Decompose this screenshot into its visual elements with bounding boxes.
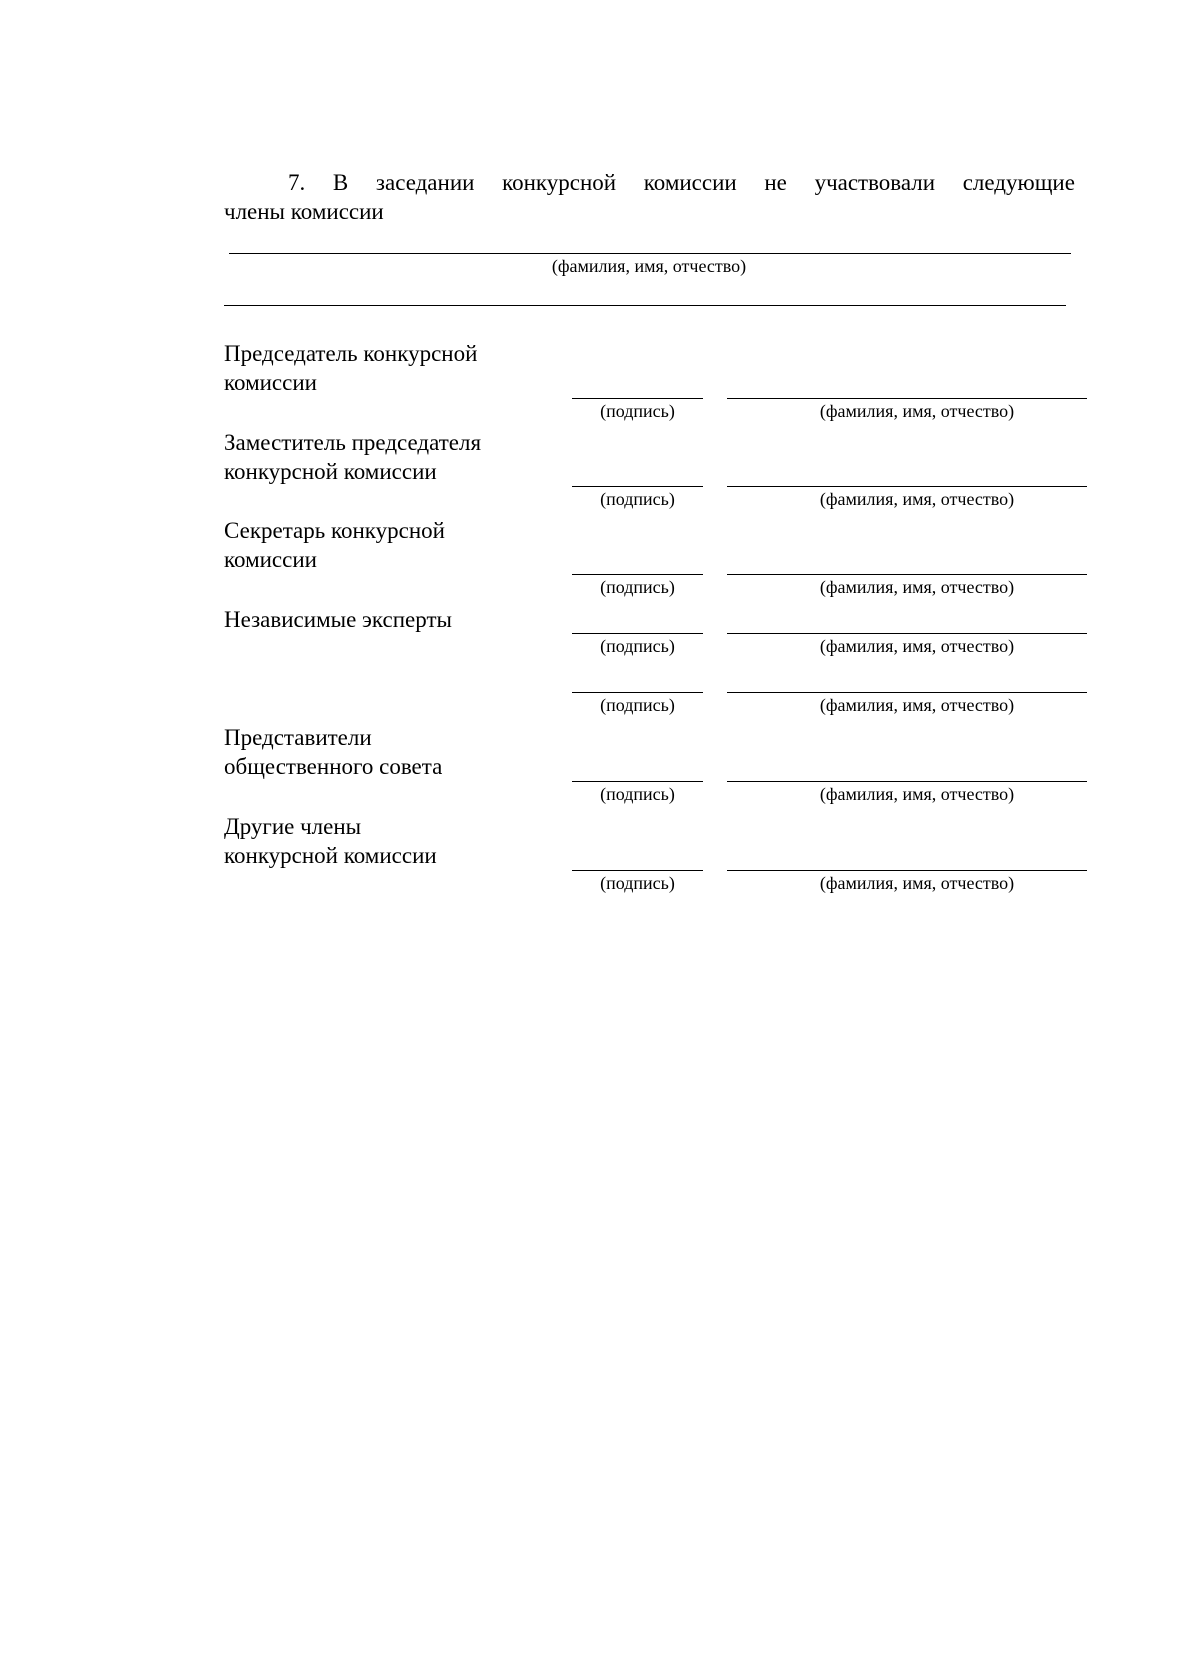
name-line xyxy=(727,398,1087,399)
signature-caption: (подпись) xyxy=(600,401,675,421)
name-line xyxy=(727,574,1087,575)
name-line xyxy=(727,870,1087,871)
role-label-line: Независимые эксперты xyxy=(224,607,452,632)
role-label xyxy=(224,428,481,486)
signature-line xyxy=(572,486,703,487)
role-label-line: комиссии xyxy=(224,547,317,572)
name-line xyxy=(727,486,1087,487)
word: 7. xyxy=(288,170,306,195)
word: В xyxy=(332,170,349,195)
role-label-line: Представители xyxy=(224,725,372,750)
name-caption: (фамилия, имя, отчество) xyxy=(819,577,1015,597)
name-caption: (фамилия, имя, отчество) xyxy=(819,873,1015,893)
role-label-line: Секретарь конкурсной xyxy=(224,518,445,543)
name-caption: (фамилия, имя, отчество) xyxy=(819,784,1015,804)
name-caption: (фамилия, имя, отчество) xyxy=(819,695,1015,715)
signature-caption: (подпись) xyxy=(600,784,675,804)
word: заседании xyxy=(375,170,475,195)
role-label-line: конкурсной комиссии xyxy=(224,843,437,868)
role-label xyxy=(224,605,452,634)
role-label-line: Другие члены xyxy=(224,814,362,839)
signature-caption: (подпись) xyxy=(600,873,675,893)
signature-line xyxy=(572,692,703,693)
name-caption: (фамилия, имя, отчество) xyxy=(819,489,1015,509)
role-label xyxy=(224,812,437,870)
signature-caption: (подпись) xyxy=(600,577,675,597)
role-label-line: Заместитель председателя xyxy=(224,430,482,455)
signature-line xyxy=(572,781,703,782)
role-label-line: комиссии xyxy=(224,370,317,395)
paragraph-line-1 xyxy=(288,168,1075,197)
name-line xyxy=(727,781,1087,782)
word: не xyxy=(764,170,787,195)
signature-line xyxy=(572,574,703,575)
name-caption: (фамилия, имя, отчество) xyxy=(819,401,1015,421)
role-label-line: конкурсной комиссии xyxy=(224,459,437,484)
role-label-line: Председатель конкурсной xyxy=(224,341,478,366)
role-label xyxy=(224,516,445,574)
role-label xyxy=(224,339,477,397)
role-label-line: общественного совета xyxy=(224,754,443,779)
signature-line xyxy=(572,870,703,871)
signature-line xyxy=(572,633,703,634)
signature-line xyxy=(572,398,703,399)
word: следующие xyxy=(962,170,1075,195)
signature-caption: (подпись) xyxy=(600,636,675,656)
name-line xyxy=(727,692,1087,693)
name-caption: (фамилия, имя, отчество) xyxy=(819,636,1015,656)
name-line xyxy=(727,633,1087,634)
absent-members-line-2 xyxy=(224,305,1066,306)
word: участвовали xyxy=(814,170,936,195)
absent-members-line-1 xyxy=(229,253,1071,254)
word: комиссии xyxy=(643,170,737,195)
signature-caption: (подпись) xyxy=(600,489,675,509)
role-label xyxy=(224,723,442,781)
word: конкурсной xyxy=(502,170,617,195)
signature-caption: (подпись) xyxy=(600,695,675,715)
paragraph-line-2: члены комиссии xyxy=(224,199,384,224)
absent-members-caption: (фамилия, имя, отчество) xyxy=(551,256,747,276)
